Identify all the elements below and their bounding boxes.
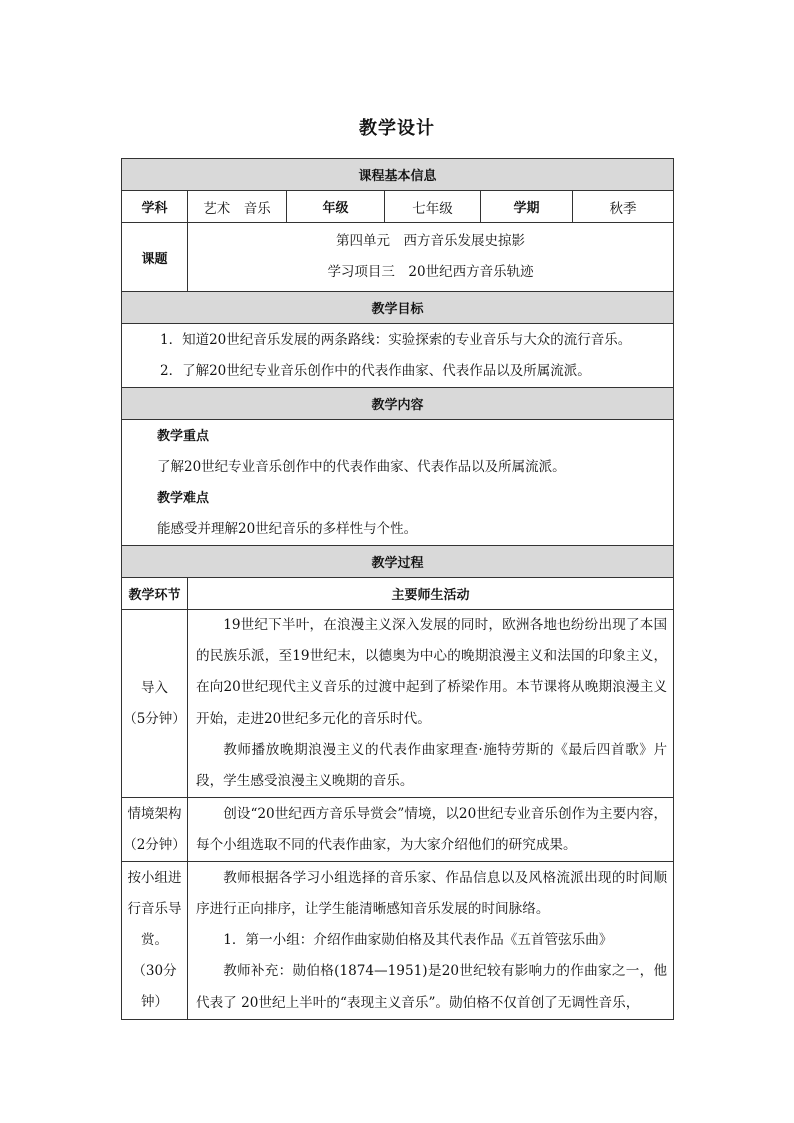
- process-header: 教学过程: [122, 546, 674, 578]
- stage-column-header: 教学环节: [122, 578, 188, 610]
- difficulty-label: 教学难点: [157, 490, 210, 506]
- grade-value: 七年级: [385, 191, 481, 223]
- objective-item: 2．了解20世纪专业音乐创作中的代表作曲家、代表作品以及所属流派。: [160, 362, 591, 379]
- subject-label: 学科: [122, 191, 188, 223]
- content-body: [122, 420, 674, 546]
- stage-line: （30分: [132, 963, 177, 980]
- stage-context: [122, 798, 188, 862]
- stage-duration: （5分钟）: [123, 710, 186, 727]
- basic-info-header: 课程基本信息: [122, 159, 674, 191]
- stage-duration: （2分钟）: [123, 836, 186, 853]
- activity-column-header: 主要师生活动: [188, 578, 674, 610]
- activity-context: [188, 798, 674, 862]
- stage-line: 钟）: [141, 994, 168, 1011]
- activity-intro: [188, 610, 674, 798]
- stage-name: 导入: [141, 679, 168, 696]
- document-title: 教学设计: [359, 118, 435, 139]
- objectives-list: [122, 324, 674, 388]
- topic-value: [188, 223, 674, 292]
- stage-group-appreciation: [122, 862, 188, 1020]
- stage-line: 行音乐导: [127, 901, 182, 918]
- key-point-label: 教学重点: [157, 428, 210, 444]
- activity-paragraph: 19世纪下半叶，在浪漫主义深入发展的同时，欧洲各地也纷纷出现了本国的民族乐派，至19世纪末，以德奥为中心的晚期浪漫主义和法国的印象主义，在向20世纪现代主义音乐的过渡中起到了桥梁作用。本节课将从晚期浪漫主义开始，走进20世纪多元化的音乐时代。: [196, 617, 668, 727]
- subject-value: 艺术 音乐: [188, 191, 287, 223]
- stage-name: 情境架构: [127, 805, 182, 822]
- stage-line: 按小组进: [127, 870, 182, 887]
- activity-paragraph: 教师补充：勋伯格(1874—1951)是20世纪较有影响力的作曲家之一，他代表了 20世纪上半叶的“表现主义音乐”。勋伯格不仅首创了无调性音乐，: [196, 963, 668, 1011]
- activity-paragraph: 教师根据各学习小组选择的音乐家、作品信息以及风格流派出现的时间顺序进行正向排序，让学生能清晰感知音乐发展的时间脉络。: [196, 869, 668, 917]
- objective-item: 1．知道20世纪音乐发展的两条路线：实验探索的专业音乐与大众的流行音乐。: [160, 331, 632, 348]
- activity-paragraph: 1．第一小组：介绍作曲家勋伯格及其代表作品《五首管弦乐曲》: [223, 932, 613, 949]
- term-value: 秋季: [573, 191, 674, 223]
- key-point-text: 了解20世纪专业音乐创作中的代表作曲家、代表作品以及所属流派。: [157, 458, 566, 475]
- activity-paragraph: 创设“20世纪西方音乐导赏会”情境，以20世纪专业音乐创作为主要内容，每个小组选取不同的代表作曲家，为大家介绍他们的研究成果。: [196, 805, 668, 853]
- stage-line: 赏。: [141, 932, 168, 949]
- topic-project: 学习项目三 20世纪西方音乐轨迹: [327, 264, 534, 280]
- stage-intro: [122, 610, 188, 798]
- activity-paragraph: 教师播放晚期浪漫主义的代表作曲家理查·施特劳斯的《最后四首歌》片段，学生感受浪漫主义晚期的音乐。: [196, 741, 668, 790]
- content-header: 教学内容: [122, 388, 674, 420]
- topic-label: 课题: [122, 223, 188, 292]
- grade-label: 年级: [287, 191, 385, 223]
- objectives-header: 教学目标: [122, 292, 674, 324]
- lesson-plan-table: [121, 158, 674, 1020]
- activity-group-appreciation: [188, 862, 674, 1020]
- topic-unit: 第四单元 西方音乐发展史掠影: [336, 233, 526, 249]
- term-label: 学期: [481, 191, 573, 223]
- difficulty-text: 能感受并理解20世纪音乐的多样性与个性。: [157, 520, 418, 537]
